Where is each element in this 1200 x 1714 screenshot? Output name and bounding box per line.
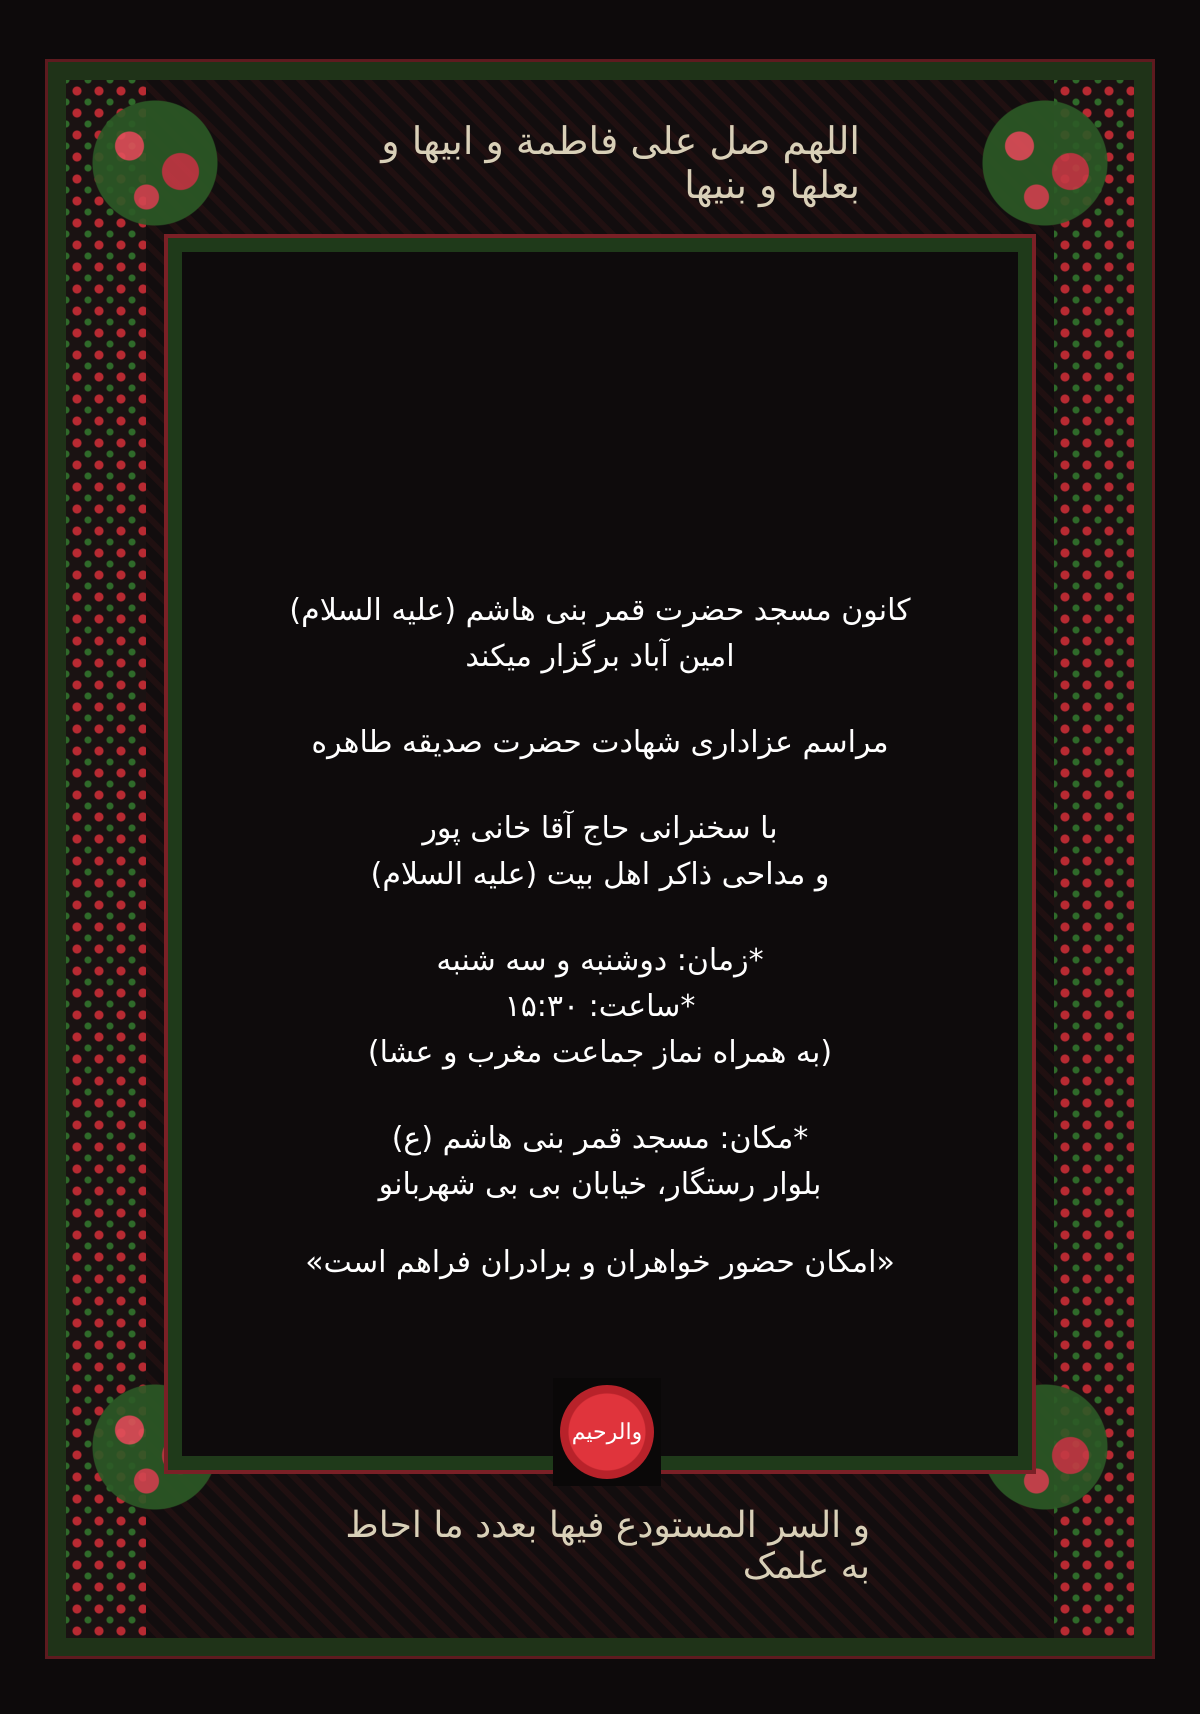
address-line: بلوار رستگار، خیابان بی بی شهربانو (378, 1167, 822, 1202)
organizer-line-1: کانون مسجد حضرت قمر بنی هاشم (علیه السلام) (289, 593, 911, 628)
rose-ornament-top-right (960, 78, 1130, 248)
place-line: *مکان: مسجد قمر بنی هاشم (ع) (391, 1121, 809, 1156)
top-calligraphy: اللهم صل علی فاطمة و ابیها و بعلها و بنیها (381, 119, 860, 207)
rose-ornament-top-left (70, 78, 240, 248)
prayer-note: (به همراه نماز جماعت مغرب و عشا) (367, 1035, 833, 1070)
eulogist-line: و مداحی ذاکر اهل بیت (علیه السلام) (370, 857, 830, 892)
speaker-line: با سخنرانی حاج آقا خانی پور (422, 811, 778, 846)
date-line: *زمان: دوشنبه و سه شنبه (436, 943, 764, 978)
attendance-note: «امکان حضور خواهران و برادران فراهم است» (305, 1245, 895, 1280)
seal-disc: والرحیم (560, 1385, 654, 1479)
time-line: *ساعت: ۱۵:۳۰ (504, 989, 696, 1024)
bottom-calligraphy: و السر المستودع فیها بعدد ما احاط به علمک (345, 1505, 870, 1587)
red-seal-logo (553, 1378, 661, 1486)
organizer-line-2: امین آباد برگزار میکند (465, 639, 735, 674)
announcement-text (200, 588, 1000, 1286)
event-title: مراسم عزاداری شهادت حضرت صدیقه طاهره (311, 725, 889, 760)
